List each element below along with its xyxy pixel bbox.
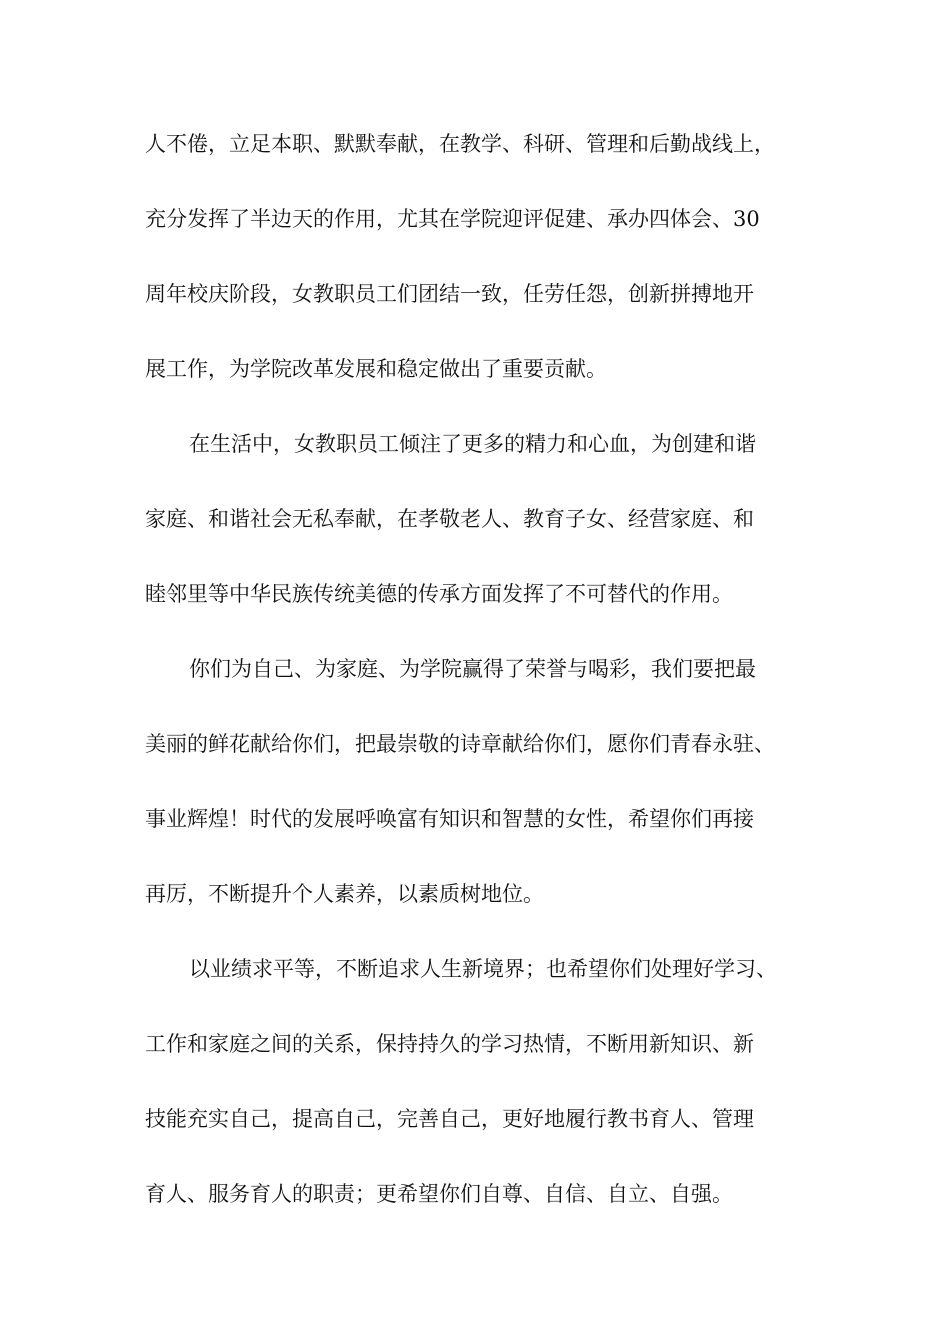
text-line: 育人、服务育人的职责；更希望你们自尊、自信、自立、自强。 (145, 1182, 733, 1206)
paragraph-start-line: 以业绩求平等，不断追求人生新境界；也希望你们处理好学习、 (189, 957, 777, 981)
text-line: 睦邻里等中华民族传统美德的传承方面发挥了不可替代的作用。 (145, 582, 733, 606)
paragraph-start-line: 你们为自己、为家庭、为学院赢得了荣誉与喝彩，我们要把最 (189, 657, 756, 681)
text-line: 周年校庆阶段，女教职员工们团结一致，任劳任怨，创新拼搏地开 (145, 282, 754, 306)
text-line: 技能充实自己，提高自己，完善自己，更好地履行教书育人、管理 (145, 1107, 754, 1131)
paragraph-start-line: 在生活中，女教职员工倾注了更多的精力和心血，为创建和谐 (189, 432, 756, 456)
text-line: 美丽的鲜花献给你们，把最崇敬的诗章献给你们，愿你们青春永驻、 (145, 732, 775, 756)
text-line: 事业辉煌！时代的发展呼唤富有知识和智慧的女性，希望你们再接 (145, 807, 754, 831)
text-line: 家庭、和谐社会无私奉献，在孝敬老人、教育子女、经营家庭、和 (145, 507, 754, 531)
text-line: 展工作，为学院改革发展和稳定做出了重要贡献。 (145, 357, 607, 381)
text-line: 人不倦，立足本职、默默奉献，在教学、科研、管理和后勤战线上， (145, 132, 775, 156)
text-line: 工作和家庭之间的关系，保持持久的学习热情，不断用新知识、新 (145, 1032, 754, 1056)
text-line: 充分发挥了半边天的作用，尤其在学院迎评促建、承办四体会、30 (145, 207, 760, 231)
text-line: 再厉，不断提升个人素养，以素质树地位。 (145, 882, 544, 906)
